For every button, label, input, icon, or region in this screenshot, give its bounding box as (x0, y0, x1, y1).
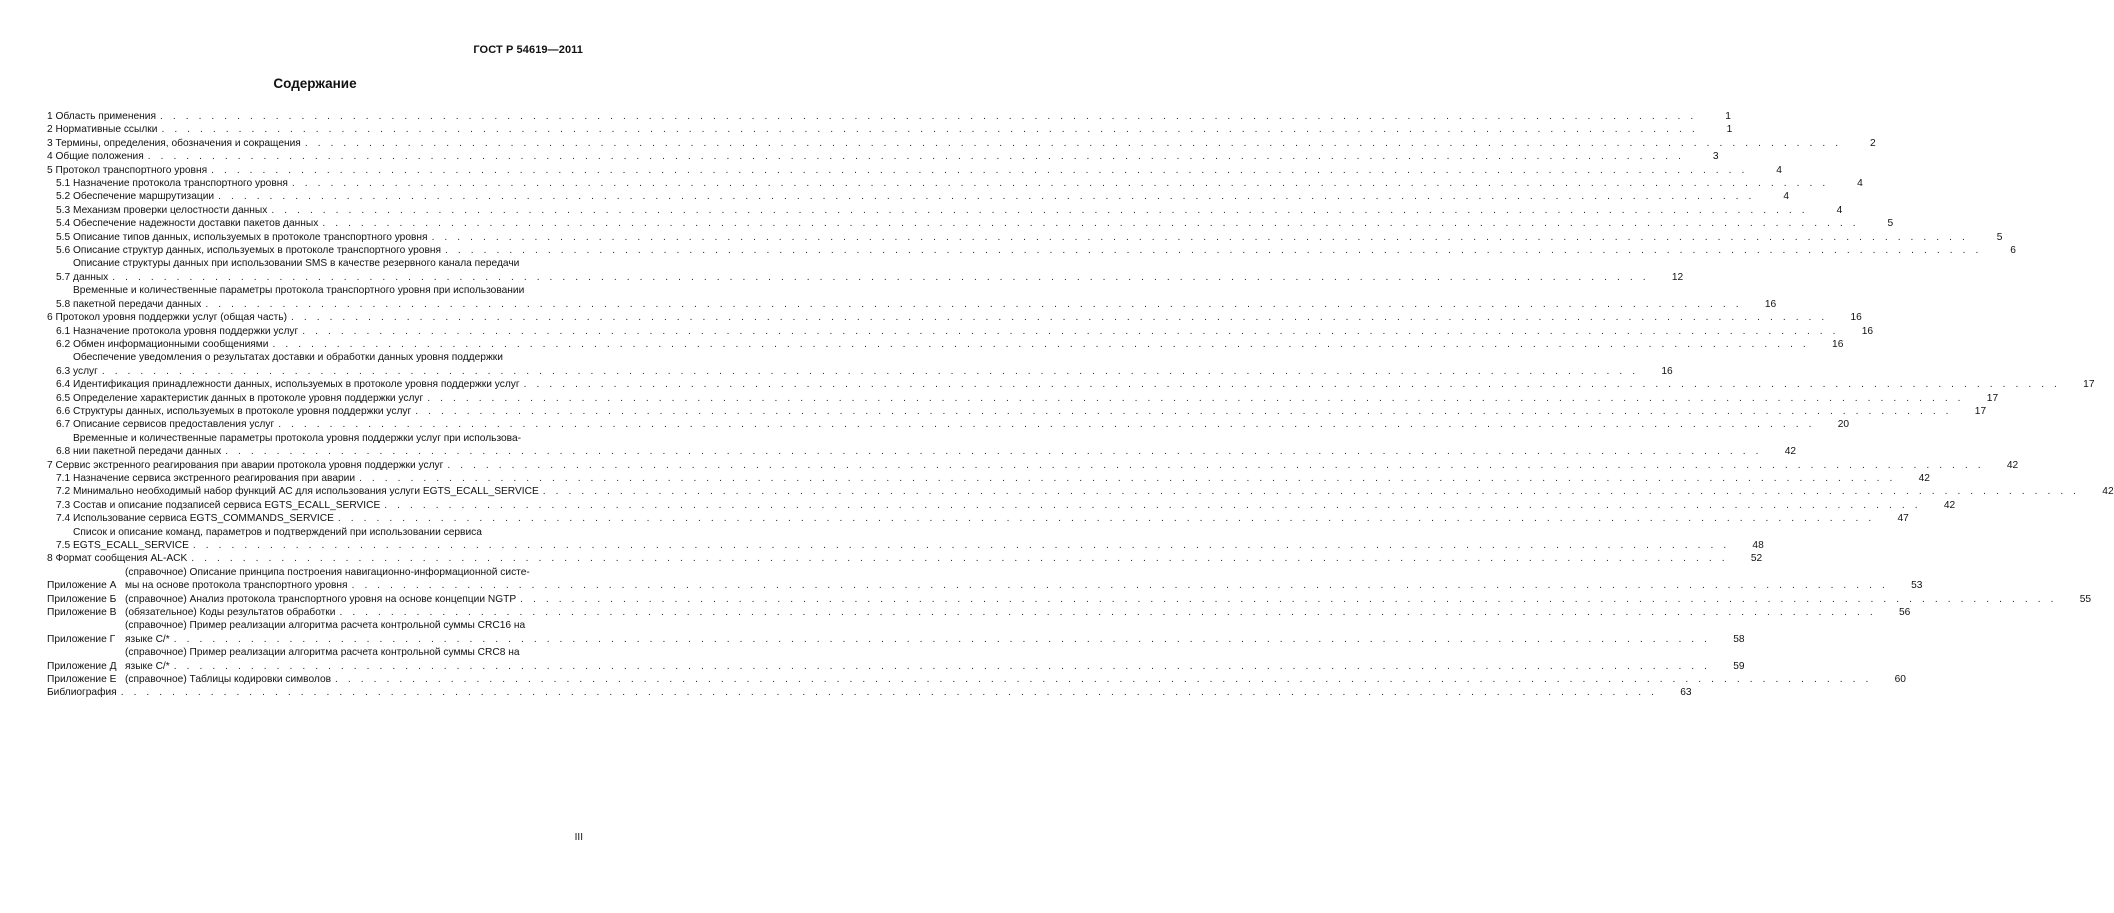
toc-page-number: 42 (1943, 499, 1956, 511)
toc-entry-title: Состав и описание подзаписей сервиса EGTS_ECALL_SERVICE (73, 499, 381, 511)
toc-entry-title: EGTS_ECALL_SERVICE (73, 540, 189, 551)
toc-entry[interactable] (47, 244, 2016, 257)
toc-entry-title: 1 Область применения (47, 111, 156, 122)
toc-entry-number: 5.4 (56, 218, 71, 230)
toc-entry[interactable] (47, 432, 1797, 459)
toc-entry[interactable] (47, 418, 1850, 431)
toc-page-number: 59 (1733, 660, 1745, 672)
toc-page-number: 17 (2083, 379, 2095, 391)
toc-page-number: 16 (1764, 298, 1777, 310)
toc-entry-number: 5.8 (56, 298, 71, 310)
toc-entry-number: 6.2 (56, 338, 71, 350)
toc-page-number: 12 (1671, 271, 1684, 283)
toc-entry-title: Механизм проверки целостности данных (73, 204, 268, 216)
toc-entry-title: Обеспечение надежности доставки пакетов данных (73, 218, 319, 230)
toc-entry-number: 7.4 (56, 513, 71, 525)
toc-page-number: 56 (1898, 607, 1911, 619)
toc-page-number: 16 (1861, 325, 1874, 337)
toc-entry[interactable] (47, 566, 1923, 593)
toc-entry[interactable] (47, 673, 1906, 686)
toc-leader-dots: . . . . . . . . . . . . . . . . . . . . . . . . . . . . . . . . . . . . . . . . . . . . . . . . . . . . . . . . . . . . . . . . . . . . . . . . . . . . . . . . . . . . . . . . . . . . . . . . . . . . . . . . . . . . . . . . . . . . . . . . (427, 392, 1965, 404)
toc-entry[interactable] (47, 392, 1999, 405)
toc-entry-title: мы на основе протокола транспортного уровня (125, 580, 348, 592)
toc-entry-number: 7.3 (56, 499, 71, 511)
toc-page-number: 17 (1986, 392, 1999, 404)
toc-entry-title: (обязательное) Коды результатов обработки (125, 607, 336, 619)
toc-entry[interactable] (47, 204, 1843, 217)
toc-leader-dots: . . . . . . . . . . . . . . . . . . . . . . . . . . . . . . . . . . . . . . . . . . . . . . . . . . . . . . . . . . . . . . . . . . . . . . . . . . . . . . . . . . . . . . . . . . . . . . . . . . . . . . . . . . . . . . . . . . . . . . . . (447, 459, 1985, 471)
toc-page-number: 47 (1897, 513, 1909, 525)
toc-entry-title: Временные и количественные параметры протокола уровня поддержки услуг при использова- (73, 432, 522, 444)
toc-leader-dots: . . . . . . . . . . . . . . . . . . . . . . . . . . . . . . . . . . . . . . . . . . . . . . . . . . . . . . . . . . . . . . . . . . . . . . . . . . . . . . . . . . . . . . . . . . . . . . . . . . . . . . . . . . . . . . . . . . . . . . . . (192, 540, 1730, 551)
page-number: III (574, 832, 583, 843)
toc-entry-number: 7.1 (56, 472, 71, 484)
toc-entry[interactable] (47, 526, 1764, 553)
toc-entry[interactable] (47, 512, 1909, 525)
toc-page-number: 52 (1750, 553, 1763, 565)
toc-leader-dots: . . . . . . . . . . . . . . . . . . . . . . . . . . . . . . . . . . . . . . . . . . . . . . . . . . . . . . . . . . . . . . . . . . . . . . . . . . . . . . . . . . . . . . . . . . . . . . . . . . . . . . . . . . . . . . . . . . . . . . . . (523, 379, 2061, 391)
toc-entry[interactable] (47, 311, 1862, 324)
toc-entry-title: Идентификация принадлежности данных, используемых в протоколе уровня поддержки услуг (73, 379, 520, 391)
toc-page-number: 58 (1733, 633, 1745, 645)
toc-entry-title: Обмен информационными сообщениями (73, 338, 269, 350)
toc-leader-dots: . . . . . . . . . . . . . . . . . . . . . . . . . . . . . . . . . . . . . . . . . . . . . . . . . . . . . . . . . . . . . . . . . . . . . . . . . . . . . . . . . . . . . . . . . . . . . . . . . . . . . . . . . . . . . . . . . . . . . . . . (291, 178, 1829, 190)
toc-page-number: 42 (2006, 459, 2019, 471)
toc-entry-title: языке С/* (125, 633, 170, 645)
toc-page-number: 1 (1725, 111, 1731, 122)
toc-leader-dots: . . . . . . . . . . . . . . . . . . . . . . . . . . . . . . . . . . . . . . . . . . . . . . . . . . . . . . . . . . . . . . . . . . . . . . . . . . . . . . . . . . . . . . . . . . . . . . . . . . . . . . . . . . . . . . . . . . . . . . . . (337, 513, 1875, 525)
toc-leader-dots: . . . . . . . . . . . . . . . . . . . . . . . . . . . . . . . . . . . . . . . . . . . . . . . . . . . . . . . . . . . . . . . . . . . . . . . . . . . . . . . . . . . . . . . . . . . . . . . . . . . . . . . . . . . . . . . . . . . . . . . . (359, 472, 1896, 484)
toc-entry[interactable] (47, 257, 1684, 284)
toc-entry[interactable] (47, 472, 1930, 485)
toc-entry[interactable] (47, 378, 2095, 391)
toc-page-number: 20 (1837, 419, 1850, 431)
toc-leader-dots: . . . . . . . . . . . . . . . . . . . . . . . . . . . . . . . . . . . . . . . . . . . . . . . . . . . . . . . . . . . . . . . . . . . . . . . . . . . . . . . . . . . . . . . . . . . . . . . . . . . . . . . . . . . . . . . . . . . . . . . . (431, 231, 1969, 243)
toc-entry[interactable] (47, 164, 1782, 177)
toc-page-number: 16 (1661, 365, 1673, 377)
toc-page-number: 42 (1918, 472, 1930, 484)
toc-leader-dots: . . . . . . . . . . . . . . . . . . . . . . . . . . . . . . . . . . . . . . . . . . . . . . . . . . . . . . . . . . . . . . . . . . . . . . . . . . . . . . . . . . . . . . . . . . . . . . . . . . . . . . . . . . . . . . . . . . . . . . . . (159, 111, 1697, 122)
toc-entry[interactable] (47, 110, 1731, 123)
toc-leader-dots: . . . . . . . . . . . . . . . . . . . . . . . . . . . . . . . . . . . . . . . . . . . . . . . . . . . . . . . . . . . . . . . . . . . . . . . . . . . . . . . . . . . . . . . . . . . . . . . . . . . . . . . . . . . . . . . . . . . . . . . . (161, 124, 1699, 136)
toc-entry[interactable] (47, 485, 2114, 498)
toc-page-number: 55 (2079, 593, 2092, 605)
toc-page-number: 4 (1776, 164, 1782, 176)
toc-entry-number: 5.3 (56, 204, 71, 216)
toc-leader-dots: . . . . . . . . . . . . . . . . . . . . . . . . . . . . . . . . . . . . . . . . . . . . . . . . . . . . . . . . . . . . . . . . . . . . . . . . . . . . . . . . . . . . . . . . . . . . . . . . . . . . . . . . . . . . . . . . . . . . . . . . (542, 486, 2080, 498)
toc-leader-dots: . . . . . . . . . . . . . . . . . . . . . . . . . . . . . . . . . . . . . . . . . . . . . . . . . . . . . . . . . . . . . . . . . . . . . . . . . . . . . . . . . . . . . . . . . . . . . . . . . . . . . . . . . . . . . . . . . . . . . . . . (225, 446, 1763, 458)
toc-entry-title: языке С/* (125, 660, 170, 672)
toc-entry-title: Использование сервиса EGTS_COMMANDS_SERVICE (73, 513, 334, 525)
toc-entry-number: 6.5 (56, 392, 71, 404)
toc-entry[interactable] (47, 190, 1789, 203)
toc-page-number: 4 (1857, 178, 1863, 190)
toc-entry[interactable] (47, 619, 1745, 646)
toc-entry-number: 7.2 (56, 486, 71, 498)
toc-entry-number: Приложение В (47, 607, 117, 619)
toc-entry[interactable] (47, 325, 1874, 338)
toc-leader-dots: . . . . . . . . . . . . . . . . . . . . . . . . . . . . . . . . . . . . . . . . . . . . . . . . . . . . . . . . . . . . . . . . . . . . . . . . . . . . . . . . . . . . . . . . . . . . . . . . . . . . . . . . . . . . . . . . . . . . . . . . (173, 660, 1711, 672)
document-id: ГОСТ Р 54619—2011 (473, 44, 583, 56)
toc-page-number: 42 (1784, 446, 1797, 458)
toc-leader-dots: . . . . . . . . . . . . . . . . . . . . . . . . . . . . . . . . . . . . . . . . . . . . . . . . . . . . . . . . . . . . . . . . . . . . . . . . . . . . . . . . . . . . . . . . . . . . . . . . . . . . . . . . . . . . . . . . . . . . . . . . (272, 338, 1810, 350)
toc-entry-number: 5.2 (56, 191, 71, 203)
toc-page-number: 16 (1832, 338, 1844, 350)
toc-entry-title: услуг (73, 365, 98, 377)
toc-leader-dots: . . . . . . . . . . . . . . . . . . . . . . . . . . . . . . . . . . . . . . . . . . . . . . . . . . . . . . . . . . . . . . . . . . . . . . . . . . . . . . . . . . . . . . . . . . . . . . . . . . . . . . . . . . . . . . . . . . . . . . . . (384, 499, 1922, 511)
toc-leader-dots: . . . . . . . . . . . . . . . . . . . . . . . . . . . . . . . . . . . . . . . . . . . . . . . . . . . . . . . . . . . . . . . . . . . . . . . . . . . . . . . . . . . . . . . . . . . . . . . . . . . . . . . . . . . . . . . . . . . . . . . . (173, 633, 1711, 645)
toc-leader-dots: . . . . . . . . . . . . . . . . . . . . . . . . . . . . . . . . . . . . . . . . . . . . . . . . . . . . . . . . . . . . . . . . . . . . . . . . . . . . . . . . . . . . . . . . . . . . . . . . . . . . . . . . . . . . . . . . . . . . . . . . (351, 580, 1889, 592)
toc-entry-number: 5.7 (56, 271, 71, 283)
toc-leader-dots: . . . . . . . . . . . . . . . . . . . . . . . . . . . . . . . . . . . . . . . . . . . . . . . . . . . . . . . . . . . . . . . . . . . . . . . . . . . . . . . . . . . . . . . . . . . . . . . . . . . . . . . . . . . . . . . . . . . . . . . . (415, 405, 1953, 417)
toc-page-number: 6 (2010, 245, 2016, 257)
toc-entry-title: Назначение протокола транспортного уровня (73, 178, 288, 190)
toc-page-number: 42 (2102, 486, 2114, 498)
toc-page-number: 63 (1680, 687, 1692, 699)
toc-entry-title: Библиография (47, 687, 117, 699)
toc-entry-title: нии пакетной передачи данных (73, 446, 222, 458)
toc-entry-title: Описание структуры данных при использовании SMS в качестве резервного канала передачи (73, 258, 520, 270)
toc-entry[interactable] (47, 646, 1745, 673)
toc-leader-dots: . . . . . . . . . . . . . . . . . . . . . . . . . . . . . . . . . . . . . . . . . . . . . . . . . . . . . . . . . . . . . . . . . . . . . . . . . . . . . . . . . . . . . . . . . . . . . . . . . . . . . . . . . . . . . . . . . . . . . . . . (339, 607, 1877, 619)
toc-entry-title: 4 Общие положения (47, 151, 144, 163)
toc-entry-title: (справочное) Таблицы кодировки символов (125, 674, 332, 686)
toc-leader-dots: . . . . . . . . . . . . . . . . . . . . . . . . . . . . . . . . . . . . . . . . . . . . . . . . . . . . . . . . . . . . . . . . . . . . . . . . . . . . . . . . . . . . . . . . . . . . . . . . . . . . . . . . . . . . . . . . . . . . . . . . (520, 593, 2058, 605)
toc-page-number: 17 (1974, 405, 1987, 417)
toc-page-number: 3 (1712, 151, 1719, 163)
toc-entry-title: 3 Термины, определения, обозначения и сокращения (47, 137, 301, 149)
toc-entry-title: Структуры данных, используемых в протоколе уровня поддержки услуг (73, 405, 412, 417)
toc-entry[interactable] (47, 405, 1987, 418)
toc-entry-number: 5.6 (56, 245, 71, 257)
toc-leader-dots: . . . . . . . . . . . . . . . . . . . . . . . . . . . . . . . . . . . . . . . . . . . . . . . . . . . . . . . . . . . . . . . . . . . . . . . . . . . . . . . . . . . . . . . . . . . . . . . . . . . . . . . . . . . . . . . . . . . . . . . . (191, 553, 1729, 565)
toc-entry-number: 6.6 (56, 405, 71, 417)
toc-entry-number: 6.1 (56, 325, 71, 337)
toc-entry[interactable] (47, 150, 1719, 163)
toc-leader-dots: . . . . . . . . . . . . . . . . . . . . . . . . . . . . . . . . . . . . . . . . . . . . . . . . . . . . . . . . . . . . . . . . . . . . . . . . . . . . . . . . . . . . . . . . . . . . . . . . . . . . . . . . . . . . . . . . . . . . . . . . (112, 271, 1650, 283)
toc-leader-dots: . . . . . . . . . . . . . . . . . . . . . . . . . . . . . . . . . . . . . . . . . . . . . . . . . . . . . . . . . . . . . . . . . . . . . . . . . . . . . . . . . . . . . . . . . . . . . . . . . . . . . . . . . . . . . . . . . . . . . . . . (271, 204, 1809, 216)
toc-entry-number: Приложение Г (47, 633, 116, 645)
toc-entry[interactable] (47, 137, 1876, 150)
toc-entry[interactable] (47, 284, 1777, 311)
toc-entry[interactable] (47, 552, 1763, 565)
toc-entry-title: (справочное) Пример реализации алгоритма расчета контрольной суммы CRC16 на (125, 620, 526, 632)
toc-leader-dots: . . . . . . . . . . . . . . . . . . . . . . . . . . . . . . . . . . . . . . . . . . . . . . . . . . . . . . . . . . . . . . . . . . . . . . . . . . . . . . . . . . . . . . . . . . . . . . . . . . . . . . . . . . . . . . . . . . . . . . . . (101, 365, 1639, 377)
toc-entry-number: 5.5 (56, 231, 71, 243)
toc-entry-number: 6.3 (56, 365, 71, 377)
toc-entry-title: пакетной передачи данных (73, 298, 202, 310)
toc-leader-dots: . . . . . . . . . . . . . . . . . . . . . . . . . . . . . . . . . . . . . . . . . . . . . . . . . . . . . . . . . . . . . . . . . . . . . . . . . . . . . . . . . . . . . . . . . . . . . . . . . . . . . . . . . . . . . . . . . . . . . . . . (120, 687, 1658, 699)
toc-page-number: 5 (1996, 231, 2003, 243)
toc-entry-title: 5 Протокол транспортного уровня (47, 164, 208, 176)
toc-entry-title: 6 Протокол уровня поддержки услуг (общая часть) (47, 312, 287, 324)
toc-entry-title: (справочное) Описание принципа построения навигационно-информационной систе- (125, 566, 530, 578)
toc-entry[interactable] (47, 606, 1911, 619)
toc-entry-title: Определение характеристик данных в протоколе уровня поддержки услуг (73, 392, 424, 404)
toc-entry-title: 8 Формат сообщения AL-ACK (47, 553, 188, 565)
toc-entry-title: 2 Нормативные ссылки (47, 124, 158, 136)
toc-leader-dots: . . . . . . . . . . . . . . . . . . . . . . . . . . . . . . . . . . . . . . . . . . . . . . . . . . . . . . . . . . . . . . . . . . . . . . . . . . . . . . . . . . . . . . . . . . . . . . . . . . . . . . . . . . . . . . . . . . . . . . . . (211, 164, 1748, 176)
toc-leader-dots: . . . . . . . . . . . . . . . . . . . . . . . . . . . . . . . . . . . . . . . . . . . . . . . . . . . . . . . . . . . . . . . . . . . . . . . . . . . . . . . . . . . . . . . . . . . . . . . . . . . . . . . . . . . . . . . . . . . . . . . . (147, 151, 1685, 163)
toc-entry-number: Приложение Е (47, 674, 117, 686)
toc-entry-number: 6.4 (56, 379, 71, 391)
toc-entry[interactable] (47, 123, 1733, 136)
toc-entry-title: (справочное) Анализ протокола транспортного уровня на основе концепции NGTP (125, 593, 517, 605)
toc-entry-title: Назначение протокола уровня поддержки услуг (73, 325, 299, 337)
toc-page-number: 4 (1783, 191, 1789, 203)
toc-entry-title: Описание структур данных, используемых в протоколе транспортного уровня (73, 245, 442, 257)
toc-page-number: 4 (1836, 204, 1843, 216)
toc-entry-number: Приложение Б (47, 593, 117, 605)
toc-entry[interactable] (47, 593, 2092, 606)
toc-leader-dots: . . . . . . . . . . . . . . . . . . . . . . . . . . . . . . . . . . . . . . . . . . . . . . . . . . . . . . . . . . . . . . . . . . . . . . . . . . . . . . . . . . . . . . . . . . . . . . . . . . . . . . . . . . . . . . . . . . . . . . . . (302, 325, 1840, 337)
toc-entry-number: 5.1 (56, 178, 71, 190)
toc-leader-dots: . . . . . . . . . . . . . . . . . . . . . . . . . . . . . . . . . . . . . . . . . . . . . . . . . . . . . . . . . . . . . . . . . . . . . . . . . . . . . . . . . . . . . . . . . . . . . . . . . . . . . . . . . . . . . . . . . . . . . . . . (335, 674, 1872, 686)
table-of-contents (47, 110, 2114, 700)
toc-page-number: 5 (1887, 218, 1894, 230)
toc-entry-number: 7.5 (56, 540, 71, 551)
toc-leader-dots: . . . . . . . . . . . . . . . . . . . . . . . . . . . . . . . . . . . . . . . . . . . . . . . . . . . . . . . . . . . . . . . . . . . . . . . . . . . . . . . . . . . . . . . . . . . . . . . . . . . . . . . . . . . . . . . . . . . . . . . . (322, 218, 1860, 230)
toc-leader-dots: . . . . . . . . . . . . . . . . . . . . . . . . . . . . . . . . . . . . . . . . . . . . . . . . . . . . . . . . . . . . . . . . . . . . . . . . . . . . . . . . . . . . . . . . . . . . . . . . . . . . . . . . . . . . . . . . . . . . . . . . (218, 191, 1755, 203)
toc-entry-title: Описание типов данных, используемых в протоколе транспортного уровня (73, 231, 428, 243)
toc-entry[interactable] (47, 217, 1894, 230)
toc-entry-title: Описание сервисов предоставления услуг (73, 419, 275, 431)
toc-entry-title: данных (73, 271, 109, 283)
toc-entry-number: Приложение Д (47, 660, 117, 672)
toc-leader-dots: . . . . . . . . . . . . . . . . . . . . . . . . . . . . . . . . . . . . . . . . . . . . . . . . . . . . . . . . . . . . . . . . . . . . . . . . . . . . . . . . . . . . . . . . . . . . . . . . . . . . . . . . . . . . . . . . . . . . . . . . (304, 137, 1842, 149)
toc-leader-dots: . . . . . . . . . . . . . . . . . . . . . . . . . . . . . . . . . . . . . . . . . . . . . . . . . . . . . . . . . . . . . . . . . . . . . . . . . . . . . . . . . . . . . . . . . . . . . . . . . . . . . . . . . . . . . . . . . . . . . . . . (290, 312, 1828, 324)
toc-entry[interactable] (47, 231, 2003, 244)
toc-entry-title: Минимально необходимый набор функций АС для использования услуги EGTS_ECALL_SERVICE (73, 486, 539, 498)
toc-entry-title: Временные и количественные параметры протокола транспортного уровня при использовании (73, 285, 525, 297)
toc-entry[interactable] (47, 338, 1844, 351)
toc-entry[interactable] (47, 686, 1692, 699)
toc-entry-title: 7 Сервис экстренного реагирования при аварии протокола уровня поддержки услуг (47, 459, 444, 471)
toc-entry-number: 6.8 (56, 446, 71, 458)
toc-leader-dots: . . . . . . . . . . . . . . . . . . . . . . . . . . . . . . . . . . . . . . . . . . . . . . . . . . . . . . . . . . . . . . . . . . . . . . . . . . . . . . . . . . . . . . . . . . . . . . . . . . . . . . . . . . . . . . . . . . . . . . . . (278, 419, 1816, 431)
toc-page-number: 1 (1726, 124, 1733, 136)
toc-entry[interactable] (47, 351, 1673, 378)
toc-leader-dots: . . . . . . . . . . . . . . . . . . . . . . . . . . . . . . . . . . . . . . . . . . . . . . . . . . . . . . . . . . . . . . . . . . . . . . . . . . . . . . . . . . . . . . . . . . . . . . . . . . . . . . . . . . . . . . . . . . . . . . . . (445, 245, 1982, 257)
toc-entry-title: (справочное) Пример реализации алгоритма расчета контрольной суммы CRC8 на (125, 647, 520, 659)
toc-entry-title: Назначение сервиса экстренного реагирования при аварии (73, 472, 356, 484)
toc-page-number: 2 (1870, 137, 1876, 149)
toc-entry-number: Приложение А (47, 580, 117, 592)
toc-leader-dots: . . . . . . . . . . . . . . . . . . . . . . . . . . . . . . . . . . . . . . . . . . . . . . . . . . . . . . . . . . . . . . . . . . . . . . . . . . . . . . . . . . . . . . . . . . . . . . . . . . . . . . . . . . . . . . . . . . . . . . . . (205, 298, 1743, 310)
toc-entry-number: 6.7 (56, 419, 71, 431)
toc-entry-title: Список и описание команд, параметров и подтверждений при использовании сервиса (73, 526, 482, 538)
toc-entry[interactable] (47, 459, 2019, 472)
toc-page-number: 53 (1911, 580, 1923, 592)
page-title: Содержание (273, 76, 357, 91)
toc-entry[interactable] (47, 177, 1863, 190)
toc-page-number: 60 (1894, 674, 1906, 686)
toc-page-number: 48 (1752, 540, 1764, 551)
toc-entry-title: Обеспечение маршрутизации (73, 191, 215, 203)
toc-entry[interactable] (47, 499, 1956, 512)
toc-page-number: 16 (1850, 312, 1862, 324)
toc-entry-title: Обеспечение уведомления о результатах доставки и обработки данных уровня поддержки (73, 352, 503, 364)
